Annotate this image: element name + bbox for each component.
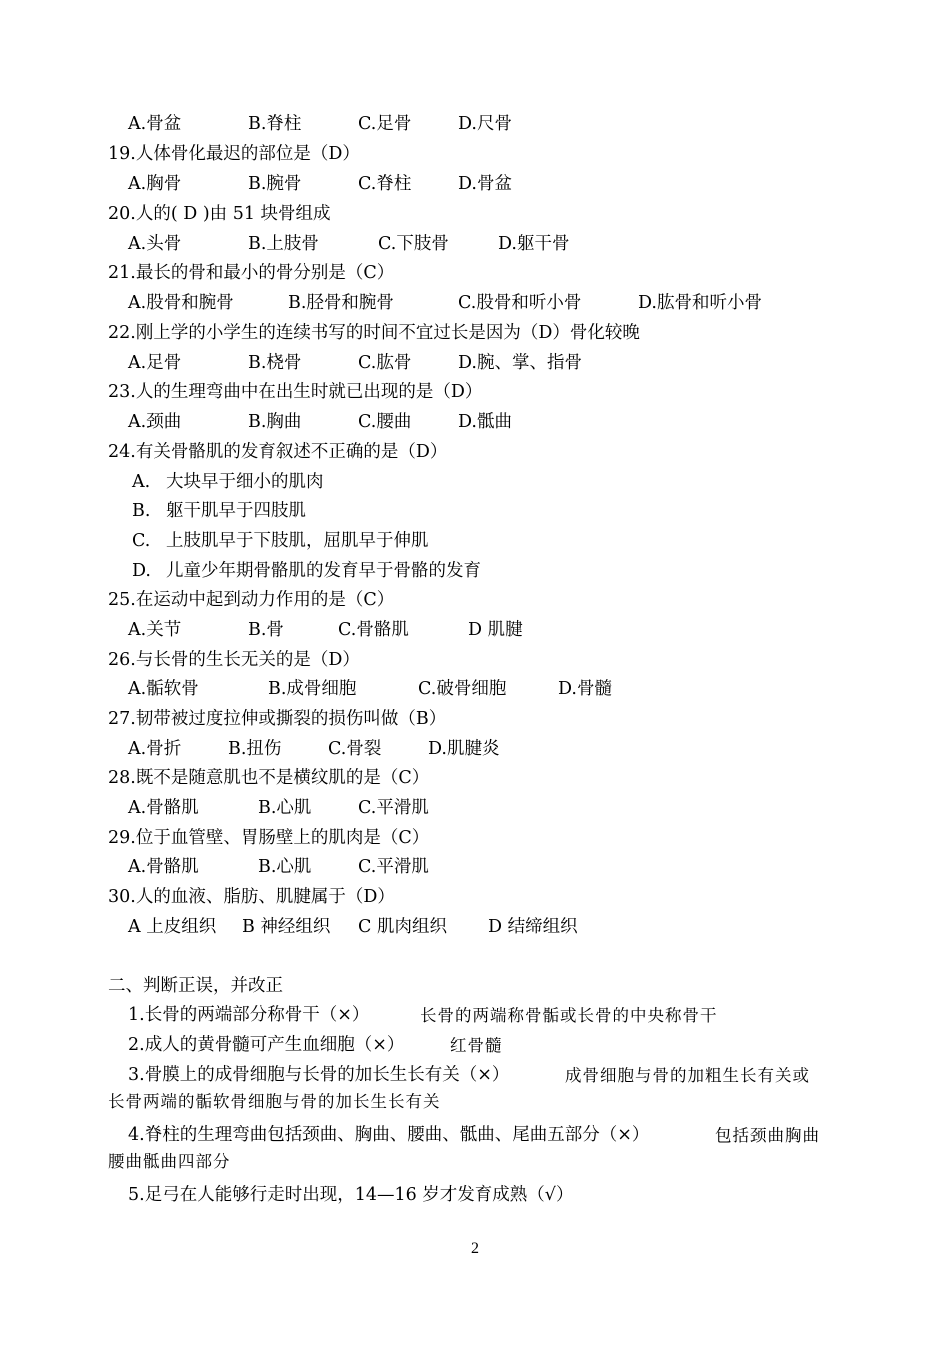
- option-text: C.骨骼肌: [338, 620, 409, 640]
- question-text: 21.最长的骨和最小的骨分别是（C）: [108, 263, 395, 283]
- option-text: B.上肢骨: [248, 234, 319, 254]
- option-text: D.骶曲: [458, 412, 512, 432]
- option-text: A.颈曲: [128, 412, 182, 432]
- question-text: 19.人体骨化最迟的部位是（D）: [108, 144, 360, 164]
- option-text: B.胫骨和腕骨: [288, 293, 394, 313]
- option-text: B.腕骨: [248, 174, 302, 194]
- option-text: C.足骨: [358, 114, 412, 134]
- option-text: D.骨髓: [558, 679, 612, 699]
- option-text: C.骨裂: [328, 739, 382, 759]
- option-text: B.骨: [248, 620, 284, 640]
- option-letter: C.: [132, 531, 151, 551]
- option-letter: B.: [132, 501, 151, 521]
- option-text: A.股骨和腕骨: [128, 293, 234, 313]
- option-text: B.桡骨: [248, 353, 302, 373]
- option-letter: A.: [132, 472, 151, 492]
- correction-text: 包括颈曲胸曲: [715, 1126, 820, 1145]
- option-text: B.脊柱: [248, 114, 302, 134]
- question-text: 29.位于血管壁、胃肠壁上的肌肉是（C）: [108, 828, 430, 848]
- option-text: A.胸骨: [128, 174, 182, 194]
- option-text: 大块早于细小的肌肉: [166, 472, 324, 492]
- option-text: B.成骨细胞: [268, 679, 357, 699]
- statement-text: 4.脊柱的生理弯曲包括颈曲、胸曲、腰曲、骶曲、尾曲五部分（×）: [128, 1125, 650, 1145]
- question-text: 24.有关骨骼肌的发育叙述不正确的是（D）: [108, 442, 448, 462]
- option-text: C.平滑肌: [358, 798, 429, 818]
- option-text: C.肱骨: [358, 353, 412, 373]
- correction-text: 腰曲骶曲四部分: [108, 1152, 231, 1171]
- statement-text: 1.长骨的两端部分称骨干（×）: [128, 1005, 370, 1025]
- option-text: C.下肢骨: [378, 234, 449, 254]
- page-number: 2: [471, 1240, 479, 1257]
- option-text: A.骨骼肌: [128, 798, 199, 818]
- correction-text: 成骨细胞与骨的加粗生长有关或: [565, 1066, 810, 1085]
- option-text: 上肢肌早于下肢肌，屈肌早于伸肌: [166, 531, 429, 551]
- option-text: A.骨盆: [128, 114, 182, 134]
- option-text: D 肌腱: [468, 620, 523, 640]
- option-text: B 神经组织: [242, 917, 331, 937]
- option-text: A.骺软骨: [128, 679, 199, 699]
- option-text: 儿童少年期骨骼肌的发育早于骨骼的发育: [166, 561, 481, 581]
- question-text: 26.与长骨的生长无关的是（D）: [108, 650, 360, 670]
- question-text: 23.人的生理弯曲中在出生时就已出现的是（D）: [108, 382, 483, 402]
- statement-text: 2.成人的黄骨髓可产生血细胞（×）: [128, 1035, 405, 1055]
- statement-text: 3.骨膜上的成骨细胞与长骨的加长生长有关（×）: [128, 1065, 510, 1085]
- option-text: A.头骨: [128, 234, 182, 254]
- correction-text: 长骨的两端称骨骺或长骨的中央称骨干: [420, 1006, 718, 1025]
- option-text: A.足骨: [128, 353, 182, 373]
- option-text: B.心肌: [258, 857, 312, 877]
- option-text: C 肌肉组织: [358, 917, 447, 937]
- question-text: 25.在运动中起到动力作用的是（C）: [108, 590, 395, 610]
- section-heading: 二、判断正误，并改正: [108, 976, 283, 996]
- option-text: D.尺骨: [458, 114, 512, 134]
- option-text: B.胸曲: [248, 412, 302, 432]
- correction-text: 红骨髓: [450, 1036, 503, 1055]
- option-text: B.心肌: [258, 798, 312, 818]
- question-text: 28.既不是随意肌也不是横纹肌的是（C）: [108, 768, 430, 788]
- option-text: 躯干肌早于四肢肌: [166, 501, 306, 521]
- option-text: D.肌腱炎: [428, 739, 500, 759]
- option-text: A.骨骼肌: [128, 857, 199, 877]
- option-text: C.腰曲: [358, 412, 412, 432]
- option-text: D.腕、掌、指骨: [458, 353, 582, 373]
- option-text: C.平滑肌: [358, 857, 429, 877]
- option-text: C.破骨细胞: [418, 679, 507, 699]
- option-text: A.关节: [128, 620, 182, 640]
- question-text: 20.人的( D )由 51 块骨组成: [108, 204, 331, 224]
- option-letter: D.: [132, 561, 151, 581]
- option-text: A 上皮组织: [128, 917, 217, 937]
- option-text: C.股骨和听小骨: [458, 293, 582, 313]
- option-text: D.躯干骨: [498, 234, 570, 254]
- question-text: 30.人的血液、脂肪、肌腱属于（D）: [108, 887, 395, 907]
- option-text: D.肱骨和听小骨: [638, 293, 762, 313]
- option-text: A.骨折: [128, 739, 182, 759]
- option-text: D 结缔组织: [488, 917, 578, 937]
- option-text: D.骨盆: [458, 174, 512, 194]
- option-text: C.脊柱: [358, 174, 412, 194]
- correction-text: 长骨两端的骺软骨细胞与骨的加长生长有关: [108, 1092, 441, 1111]
- question-text: 22.刚上学的小学生的连续书写的时间不宜过长是因为（D）骨化较晚: [108, 323, 640, 343]
- option-text: B.扭伤: [228, 739, 282, 759]
- statement-text: 5.足弓在人能够行走时出现，14—16 岁才发育成熟（√）: [128, 1185, 574, 1205]
- question-text: 27.韧带被过度拉伸或撕裂的损伤叫做（B）: [108, 709, 447, 729]
